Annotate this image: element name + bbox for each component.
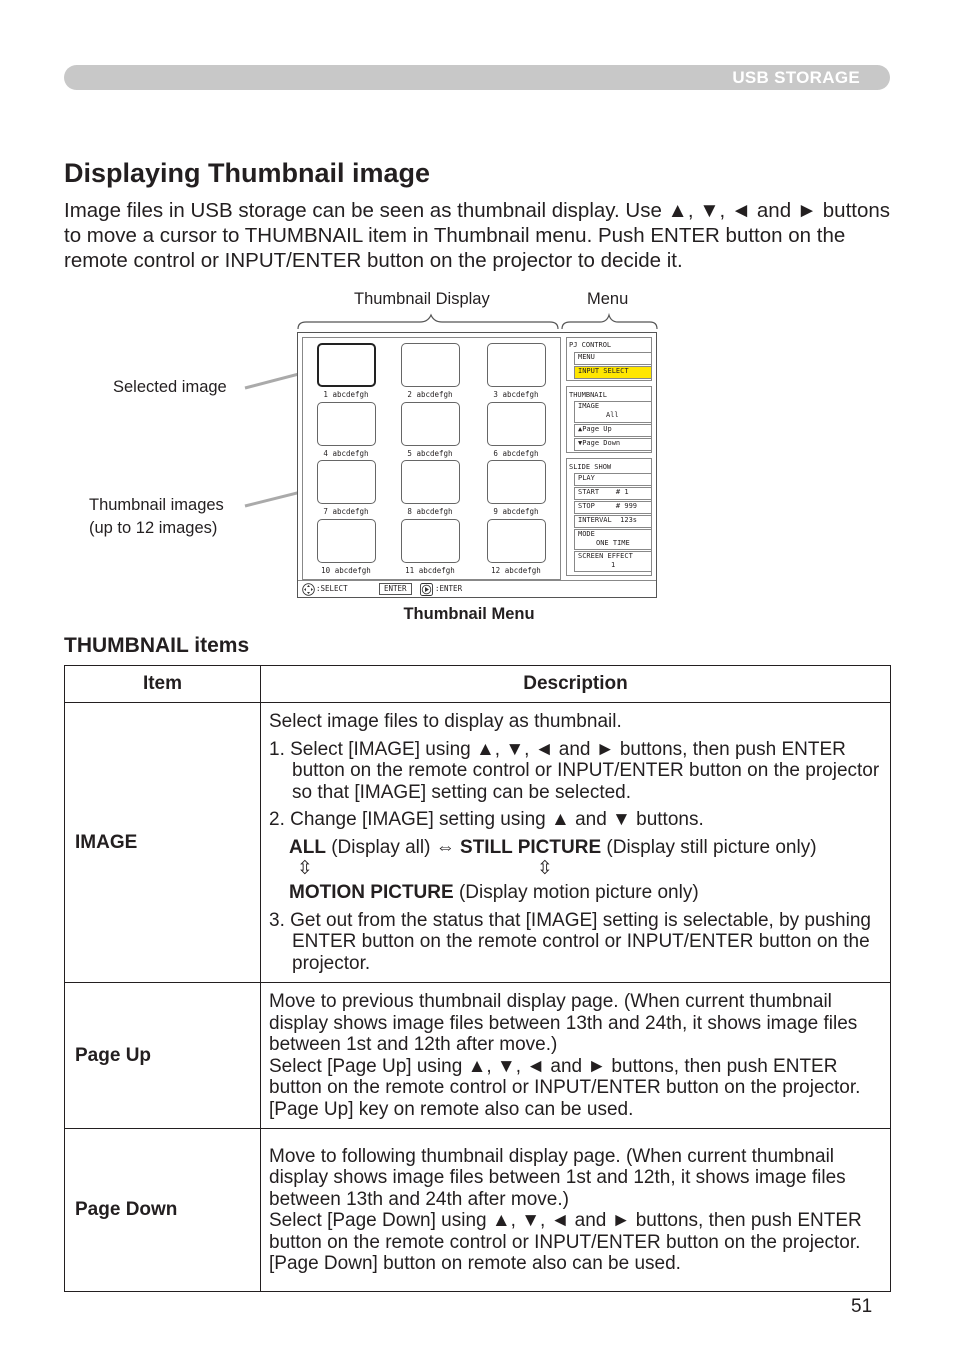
option-all-desc: (Display all) ⇔	[325, 836, 461, 858]
thumbnail-panel-title: THUMBNAIL	[569, 391, 607, 399]
thumbnail-panel	[566, 386, 652, 453]
thumbnail-caption: 5 abcdefgh	[407, 449, 453, 458]
label-thumbnail-images-count: (up to 12 images)	[89, 519, 218, 537]
pj-control-panel	[566, 337, 652, 381]
desc-page-up	[261, 983, 891, 1129]
screen-effect-value: 1	[611, 561, 616, 569]
desc-page-down-p3: [Page Down] button on remote also can be used.	[269, 1253, 681, 1274]
header-description: Description	[261, 666, 891, 703]
thumbnail-caption: 6 abcdefgh	[493, 449, 539, 458]
enter-hint: :ENTER	[435, 584, 463, 593]
desc-image-arrows	[269, 858, 884, 882]
desc-image-step2: 2. Change [IMAGE] setting using ▲ and ▼ buttons.	[269, 809, 704, 830]
label-menu: Menu	[587, 290, 629, 308]
table-row-page-up	[65, 983, 891, 1129]
screen-effect-item[interactable]	[574, 551, 652, 572]
thumbnail-selected[interactable]	[317, 343, 376, 387]
screen-effect-label: SCREEN EFFECT	[578, 552, 633, 560]
play-item[interactable]: PLAY	[574, 473, 652, 486]
header-label: USB STORAGE	[732, 68, 860, 87]
thumbnail-caption: 2 abcdefgh	[407, 390, 453, 399]
item-image: IMAGE	[65, 703, 261, 983]
mode-label: MODE	[578, 530, 595, 538]
header-item: Item	[65, 666, 261, 703]
mode-item[interactable]	[574, 529, 652, 550]
thumbnail[interactable]	[487, 460, 546, 504]
select-hint: :SELECT	[316, 584, 348, 593]
option-motion: MOTION PICTURE	[289, 882, 454, 903]
diagram-caption: Thumbnail Menu	[403, 605, 535, 623]
desc-image	[261, 703, 891, 983]
thumbnail-caption: 10 abcdefgh	[321, 566, 371, 575]
intro-paragraph: Image files in USB storage can be seen as thumbnail display. Use ▲, ▼, ◄ and ► buttons to move a cursor to THUMBNAIL item in Thumbnail menu. Push ENTER button on the remote control or INPUT/ENTER button on the projector to decide it.	[64, 199, 891, 272]
thumbnail-caption: 11 abcdefgh	[405, 566, 455, 575]
thumbnail[interactable]	[487, 343, 546, 387]
thumbnail[interactable]	[401, 519, 460, 563]
thumbnail[interactable]	[317, 460, 376, 504]
thumbnail-display-area	[302, 337, 561, 580]
thumbnail-caption: 3 abcdefgh	[493, 390, 539, 399]
thumbnail-caption: 12 abcdefgh	[491, 566, 541, 575]
table-row-image	[65, 703, 891, 983]
thumbnail[interactable]	[487, 519, 546, 563]
label-thumbnail-images: Thumbnail images	[89, 496, 224, 514]
option-all: ALL	[289, 836, 326, 858]
item-page-up: Page Up	[65, 983, 261, 1129]
desc-page-down-p2: Select [Page Down] using ▲, ▼, ◄ and ► buttons, then push ENTER button on the remote control or INPUT/ENTER button on the projector.	[269, 1210, 862, 1253]
thumbnail-display-brace	[298, 315, 558, 329]
updown-arrow-icon: ⇳	[537, 858, 553, 879]
item-page-down: Page Down	[65, 1129, 261, 1292]
thumbnail[interactable]	[487, 402, 546, 446]
enter-play-icon	[420, 583, 433, 596]
mode-value: ONE TIME	[596, 539, 630, 547]
label-selected-image: Selected image	[113, 378, 227, 396]
thumbnail[interactable]	[317, 402, 376, 446]
thumbnail[interactable]	[401, 343, 460, 387]
option-motion-desc: (Display motion picture only)	[453, 882, 699, 903]
image-setting[interactable]	[574, 401, 652, 423]
stop-item[interactable]: STOP # 999	[574, 501, 652, 514]
desc-image-step1: 1. Select [IMAGE] using ▲, ▼, ◄ and ► buttons, then push ENTER button on the remote control or INPUT/ENTER button on the projector so that [IMAGE] setting can be selected.	[269, 738, 880, 803]
desc-page-up-p1: Move to previous thumbnail display page. (When current thumbnail display shows image files between 13th and 24th, it shows image files between 1st and 12th after move.)	[269, 991, 858, 1055]
thumbnail-items-table	[64, 665, 891, 1292]
page-number: 51	[851, 1296, 873, 1317]
thumbnail-caption: 9 abcdefgh	[493, 507, 539, 516]
thumbnail-menu-screen	[297, 332, 657, 598]
image-setting-label: IMAGE	[578, 402, 600, 410]
menu-item[interactable]: MENU	[574, 352, 652, 365]
thumbnail[interactable]	[401, 460, 460, 504]
desc-page-down	[261, 1129, 891, 1292]
thumbnail[interactable]	[317, 519, 376, 563]
enter-key-box: ENTER	[379, 583, 412, 595]
updown-arrow-icon: ⇳	[297, 858, 313, 879]
cursor-pad-icon	[302, 583, 315, 596]
thumbnail-caption: 8 abcdefgh	[407, 507, 453, 516]
page-title: Displaying Thumbnail image	[64, 158, 431, 188]
thumbnail-caption: 4 abcdefgh	[323, 449, 369, 458]
thumbnail-caption: 7 abcdefgh	[323, 507, 369, 516]
desc-image-intro: Select image files to display as thumbnail.	[269, 711, 622, 732]
table-row-page-down	[65, 1129, 891, 1292]
thumbnail[interactable]	[401, 402, 460, 446]
input-select-item[interactable]: INPUT SELECT	[574, 366, 652, 379]
label-thumbnail-display: Thumbnail Display	[354, 290, 490, 308]
option-still-desc: (Display still picture only)	[601, 836, 817, 858]
section-title: THUMBNAIL items	[64, 634, 250, 657]
desc-page-up-p3: [Page Up] key on remote also can be used.	[269, 1098, 634, 1120]
page-up-item[interactable]: ▲Page Up	[574, 424, 652, 437]
slide-show-panel	[566, 458, 652, 576]
thumbnail-caption: 1 abcdefgh	[323, 390, 369, 399]
image-setting-value: All	[606, 411, 619, 419]
desc-image-options	[269, 837, 884, 859]
pj-control-title: PJ CONTROL	[569, 341, 612, 349]
desc-page-down-p1: Move to following thumbnail display page. (When current thumbnail display shows image files between 1st and 12th, it shows image files between 13th and 24th after move.)	[269, 1145, 846, 1210]
desc-image-motion	[269, 882, 884, 904]
desc-page-up-p2: Select [Page Up] using ▲, ▼, ◄ and ► buttons, then push ENTER button on the remote control or INPUT/ENTER button on the projector.	[269, 1055, 861, 1098]
table-header-row	[65, 666, 891, 703]
interval-item[interactable]: INTERVAL 123s	[574, 515, 652, 528]
menu-brace	[562, 315, 657, 329]
start-item[interactable]: START # 1	[574, 487, 652, 500]
screen-bottom-bar	[298, 580, 656, 598]
slide-show-title: SLIDE SHOW	[569, 463, 612, 471]
option-still: STILL PICTURE	[460, 836, 602, 858]
desc-image-step3: 3. Get out from the status that [IMAGE] setting is selectable, by pushing ENTER button on the remote control or INPUT/ENTER button on the projector.	[269, 909, 871, 974]
page-down-item[interactable]: ▼Page Down	[574, 438, 652, 451]
